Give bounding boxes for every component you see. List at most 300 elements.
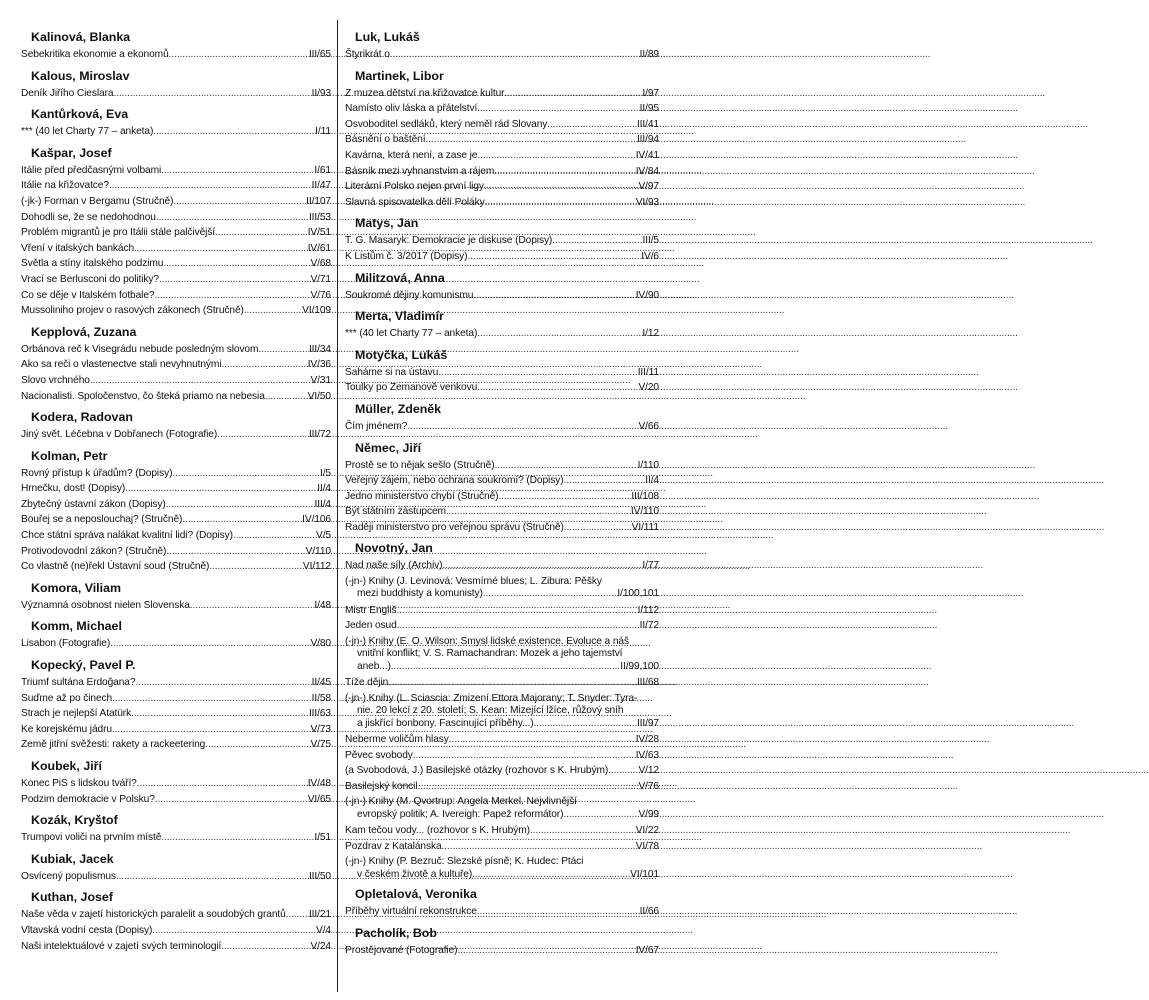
author-name: Kantůrková, Eva — [31, 107, 129, 122]
entry-title: Básník mezi vyhnanstvím a rájem — [345, 165, 495, 177]
leader-dots — [564, 473, 646, 489]
entry-title: *** (40 let Charty 77 – anketa) — [21, 126, 154, 138]
entry-reference: VI/78 — [635, 840, 659, 852]
leader-dots — [494, 458, 637, 474]
index-entry — [345, 179, 659, 195]
entry-reference: III/65 — [308, 49, 331, 60]
author-name: Kuthan, Josef — [31, 890, 113, 905]
entry-reference: VI/112 — [302, 561, 331, 573]
leader-dots — [504, 86, 642, 102]
leader-dots — [608, 763, 638, 779]
author-name: Matys, Jan — [355, 216, 419, 231]
author-name: Müller, Zdeněk — [355, 401, 442, 416]
author-name: Komora, Viliam — [31, 580, 121, 595]
leader-dots — [563, 809, 638, 821]
entry-title: Pozdrav z Katalánska — [345, 840, 442, 852]
index-entry — [345, 618, 659, 634]
leader-dots — [477, 904, 640, 920]
entry-reference: VI/50 — [307, 390, 331, 402]
leader-dots — [265, 389, 308, 405]
author-name: Martinek, Libor — [355, 68, 444, 83]
entry-title: Neberme voličům hlasy — [345, 734, 449, 746]
entry-title: Osvoboditel sedláků, který neměl rád Slovany — [345, 118, 548, 130]
index-entry — [21, 481, 331, 497]
entry-reference: V/110 — [305, 545, 331, 557]
index-entry — [21, 691, 331, 707]
leader-dots — [425, 132, 637, 148]
leader-dots — [166, 497, 315, 513]
leader-dots — [388, 675, 637, 691]
leader-dots — [221, 357, 307, 373]
entry-reference: I/97 — [642, 87, 659, 99]
entry-reference: VI/101 — [630, 868, 659, 880]
entry-title: (-jk-) Forman v Bergamu (Stručně) — [21, 195, 174, 207]
entry-title: *** (40 let Charty 77 – anketa) — [345, 328, 478, 340]
leader-dots — [391, 661, 620, 673]
entry-reference: V/75 — [310, 739, 331, 751]
index-entry — [21, 706, 331, 722]
entry-title: Významná osobnost nielen Slovenska — [21, 599, 190, 611]
entry-title: Chce státní správa nalákat kvalitní lidi? (Dopisy) — [21, 530, 233, 542]
entry-reference: I/61 — [314, 164, 331, 176]
leader-dots — [113, 86, 311, 102]
leader-dots — [413, 748, 636, 764]
entry-title: Basilejský koncil — [345, 780, 418, 792]
index-entry — [345, 288, 659, 304]
leader-dots — [209, 559, 303, 575]
index-entry — [345, 779, 659, 795]
leader-dots — [156, 210, 309, 226]
entry-reference: III/50 — [308, 870, 331, 882]
entry-last-line — [345, 809, 659, 821]
index-entry — [21, 303, 331, 319]
entry-reference: IV/51 — [307, 227, 331, 239]
entry-title-line: nie. 20 lekcí z 20. století; S. Kean: Mizející lžíce, růžový sníh — [357, 705, 624, 717]
entry-last-line — [345, 661, 659, 673]
author-name: Opletalová, Veronika — [355, 887, 477, 902]
index-entry — [345, 520, 659, 536]
leader-dots — [552, 233, 642, 249]
leader-dots — [182, 512, 302, 528]
entry-reference: I/100,101 — [617, 588, 659, 600]
index-entry — [345, 693, 659, 730]
leader-dots — [244, 303, 302, 319]
index-entry — [21, 163, 331, 179]
leader-dots — [161, 163, 314, 179]
entry-title: Tíže dějin — [345, 677, 389, 689]
index-entry — [21, 497, 331, 513]
leader-dots — [477, 326, 642, 342]
entry-reference: II/47 — [311, 180, 331, 192]
entry-reference: I/48 — [314, 599, 331, 611]
index-entry — [21, 559, 331, 575]
entry-title: Vrací se Berlusconi do politiky? — [21, 273, 159, 285]
leader-dots — [446, 504, 631, 520]
index-entry — [21, 288, 331, 304]
index-entry — [345, 365, 659, 381]
leader-dots — [155, 792, 308, 808]
index-entry — [21, 598, 331, 614]
entry-last-line — [345, 588, 659, 600]
entry-title: Co se děje v Italském fotbale? — [21, 289, 155, 301]
leader-dots — [483, 588, 618, 600]
entry-title: Saháme si na ústavu — [345, 366, 439, 378]
author-name: Novotný, Jan — [355, 541, 433, 556]
leader-dots — [134, 241, 308, 257]
entry-reference: III/108 — [631, 490, 659, 502]
entry-reference: V/12 — [638, 765, 659, 777]
leader-dots — [152, 923, 316, 939]
entry-reference: IV/90 — [635, 289, 659, 301]
leader-dots — [112, 691, 312, 707]
leader-dots — [472, 869, 630, 881]
entry-last-line — [345, 869, 659, 881]
index-entry — [21, 373, 331, 389]
author-name: Kodera, Radovan — [31, 410, 133, 425]
leader-dots — [112, 722, 310, 738]
entry-reference: V/73 — [310, 723, 331, 735]
leader-dots — [494, 164, 636, 180]
author-name: Kepplová, Zuzana — [31, 324, 137, 339]
index-entry — [21, 357, 331, 373]
entry-title: Orbánova reč k Visegrádu nebude posledným slovom — [21, 343, 259, 355]
entry-title: Suďme až po činech — [21, 692, 113, 704]
index-entry — [345, 132, 659, 148]
entry-reference: VI/111 — [631, 521, 659, 533]
entry-title: Lisabon (Fotografie) — [21, 638, 111, 650]
leader-dots — [154, 288, 310, 304]
entry-title: Prostějované (Fotografie) — [345, 944, 458, 956]
entry-reference: II/93 — [311, 87, 331, 99]
leader-dots — [477, 101, 639, 117]
entry-reference: IV/84 — [635, 165, 659, 177]
entry-title: Namísto oliv láska a přátelství — [345, 103, 478, 115]
entry-title-line: (-jn-) Knihy (L. Sciascia: Zmizení Ettora Majorany; T. Snyder: Tyra- — [345, 692, 638, 704]
leader-dots — [173, 194, 306, 210]
entry-title: Itálie na křižovatce? — [21, 180, 109, 192]
index-entry — [345, 419, 659, 435]
leader-dots — [166, 544, 305, 560]
leader-dots — [205, 737, 310, 753]
index-entry — [21, 512, 331, 528]
index-entry — [345, 839, 659, 855]
index-entry — [21, 792, 331, 808]
left-column — [21, 30, 331, 954]
entry-title: Jeden osud — [345, 620, 397, 632]
entry-reference: IV/106 — [302, 514, 331, 526]
index-entry — [345, 763, 659, 779]
entry-title: Sebekritika ekonomie a ekonomů — [21, 49, 169, 60]
entry-reference: V/76 — [638, 780, 659, 792]
entry-reference: IV/48 — [307, 778, 331, 789]
entry-reference: V/5 — [316, 530, 331, 542]
index-entry — [345, 856, 659, 881]
index-entry — [21, 722, 331, 738]
leader-dots — [161, 830, 314, 846]
author-name: Merta, Vladimír — [355, 309, 444, 324]
entry-reference: III/97 — [636, 717, 659, 729]
index-entry — [21, 636, 331, 652]
leader-dots — [172, 466, 320, 482]
index-entry — [345, 195, 659, 211]
entry-title-line: (-jn-) Knihy (M. Qvortrup: Angela Merkel. Nejvlivnější — [345, 796, 577, 808]
entry-reference: VI/22 — [635, 825, 659, 837]
index-entry — [21, 124, 331, 140]
index-entry — [345, 504, 659, 520]
entry-reference: V/66 — [638, 420, 659, 432]
index-entry — [345, 636, 659, 673]
entry-title: Dohodli se, že se nedohodnou — [21, 211, 156, 223]
index-entry — [21, 342, 331, 358]
entry-title-line: evropský politik; A. Ivereigh: Papež reformátor) — [357, 808, 564, 820]
entry-reference: III/5 — [642, 235, 659, 247]
entry-title: Vření v italských bankách — [21, 242, 135, 254]
entry-title: Být státním zástupcem — [345, 506, 446, 518]
entry-title: Kam tečou vody... (rozhovor s K. Hrubým) — [345, 825, 530, 837]
entry-title: Naše věda v zajetí historických paralelit a soudobých grantů — [21, 909, 286, 921]
entry-reference: IV/36 — [307, 359, 331, 371]
entry-title: Mussoliniho projev o rasových zákonech (Stručně) — [21, 305, 244, 317]
index-entry — [21, 241, 331, 257]
leader-dots — [163, 256, 310, 272]
leader-dots — [159, 272, 310, 288]
entry-reference: II/45 — [311, 677, 331, 689]
leader-dots — [477, 148, 635, 164]
entry-title: Soukromé dějiny komunismu — [345, 289, 474, 301]
entry-title-line: mezi buddhisty a komunisty) — [357, 588, 483, 600]
entry-title: Veřejný zájem, nebo ochrana soukromí? (Dopisy) — [345, 475, 564, 487]
entry-title: Štyrikrát o — [345, 49, 390, 60]
index-entry — [345, 380, 659, 396]
index-entry — [345, 489, 659, 505]
entry-reference: V/76 — [310, 289, 331, 301]
entry-title: Rovný přístup k úřadům? (Dopisy) — [21, 467, 173, 479]
index-entry — [345, 943, 659, 959]
entry-title: Itálie před předčasnými volbami — [21, 164, 162, 176]
entry-title: Protivodovodní zákon? (Stručně) — [21, 545, 167, 557]
leader-dots — [457, 943, 635, 959]
leader-dots — [564, 520, 632, 536]
author-name: Koubek, Jiří — [31, 759, 102, 773]
entry-title: (a Svobodová, J.) Basilejské otázky (rozhovor s K. Hrubým) — [345, 765, 609, 777]
entry-reference: III/34 — [308, 343, 331, 355]
entry-title: Mistr Engliš — [345, 604, 397, 616]
leader-dots — [397, 618, 640, 634]
entry-title: Jiný svět. Léčebna v Dobřanech (Fotografie) — [21, 429, 218, 441]
leader-dots — [390, 47, 640, 63]
leader-dots — [110, 636, 310, 652]
entry-reference: III/63 — [308, 708, 331, 720]
index-entry — [21, 47, 331, 63]
index-entry — [345, 249, 659, 265]
index-entry — [21, 830, 331, 846]
leader-dots — [438, 365, 637, 381]
index-entry — [21, 907, 331, 923]
index-entry — [345, 796, 659, 821]
entry-title: Toulky po Zemanově venkovu — [345, 382, 478, 394]
entry-title-line: (-jn-) Knihy (P. Bezruč: Slezské písně; K. Hudec: Ptáci — [345, 856, 584, 868]
index-entry — [21, 427, 331, 443]
entry-reference: V/80 — [310, 638, 331, 650]
entry-title: Čím jménem? — [345, 420, 408, 432]
entry-title: Z muzea dětství na křižovatce kultur — [345, 87, 505, 99]
entry-reference: II/95 — [639, 103, 659, 115]
entry-title: Naši intelektuálové v zajetí svých terminologií — [21, 940, 222, 952]
entry-reference: II/99,100 — [620, 660, 659, 672]
entry-title: Vltavská vodní cesta (Dopisy) — [21, 924, 153, 936]
entry-title-line: v českém životě a kultuře) — [357, 868, 473, 880]
index-entry — [345, 748, 659, 764]
entry-title: Podzim demokracie v Polsku? — [21, 793, 155, 805]
entry-reference: I/112 — [637, 604, 659, 616]
entry-title: Nacionalisti. Spoločenstvo, čo šteká priamo na nebesia — [21, 390, 265, 402]
index-entry — [345, 558, 659, 574]
entry-reference: IV/28 — [635, 734, 659, 746]
entry-title-line: a jiskřící bonbony. Fascinující příběhy...) — [357, 717, 534, 729]
index-entry — [21, 466, 331, 482]
index-entry — [21, 737, 331, 753]
leader-dots — [407, 419, 638, 435]
entry-reference: II/4 — [645, 475, 659, 487]
entry-title: Slavná spisovatelka dělí Poláky — [345, 196, 485, 208]
entry-reference: III/11 — [637, 366, 659, 378]
leader-dots — [417, 779, 638, 795]
entry-title: Literární Polsko nejen první ligy — [345, 181, 484, 193]
entry-reference: V/20 — [638, 382, 659, 394]
leader-dots — [131, 706, 309, 722]
leader-dots — [473, 288, 635, 304]
entry-title-line: (-jn-) Knihy (J. Levinová: Vesmírné blues; L. Zibura: Pěšky — [345, 576, 602, 588]
leader-dots — [217, 427, 309, 443]
leader-dots — [233, 528, 316, 544]
author-name: Kopecký, Pavel P. — [31, 658, 136, 673]
entry-reference: I/51 — [314, 832, 331, 844]
index-entry — [21, 256, 331, 272]
author-name: Luk, Lukáš — [355, 30, 420, 44]
leader-dots — [477, 380, 638, 396]
entry-reference: III/21 — [308, 909, 331, 921]
entry-reference: V/68 — [310, 258, 331, 270]
entry-title: T. G. Masaryk: Demokracie je diskuse (Dopisy) — [345, 235, 553, 247]
leader-dots — [286, 907, 309, 923]
entry-reference: I/110 — [637, 459, 659, 471]
entry-reference: III/68 — [636, 677, 659, 689]
entry-title: Konec PiS s lidskou tváří? — [21, 778, 137, 789]
index-entry — [21, 923, 331, 939]
leader-dots — [125, 481, 317, 497]
index-entry — [345, 473, 659, 489]
entry-reference: IV/63 — [635, 749, 659, 761]
entry-title-line: aneb...) — [357, 660, 391, 672]
leader-dots — [442, 558, 642, 574]
entry-title: Hrnečku, dost! (Dopisy) — [21, 483, 126, 495]
right-column — [345, 30, 659, 958]
index-entry — [345, 576, 659, 601]
index-entry — [345, 823, 659, 839]
entry-reference: II/66 — [639, 906, 659, 918]
leader-dots — [530, 823, 636, 839]
index-entry — [345, 101, 659, 117]
leader-dots — [467, 249, 641, 265]
index-entry — [345, 326, 659, 342]
entry-title: Zbytečný ústavní zákon (Dopisy) — [21, 498, 166, 510]
entry-title: Světla a stíny italského podzimu — [21, 258, 164, 270]
entry-reference: V/71 — [310, 273, 331, 285]
author-name: Kubiak, Jacek — [31, 851, 114, 866]
entry-title-line: (-jn-) Knihy (E. O. Wilson: Smysl lidské existence. Evoluce a náš — [345, 636, 629, 648]
index-entry — [21, 939, 331, 955]
entry-title: Básnění o baštění — [345, 134, 426, 146]
leader-dots — [90, 373, 311, 389]
leader-dots — [135, 675, 311, 691]
index-entry — [21, 86, 331, 102]
entry-title: Bouřej se a neposlouchaj? (Stručně) — [21, 514, 183, 526]
entry-reference: II/4 — [317, 483, 331, 495]
entry-reference: II/72 — [639, 620, 659, 632]
entry-reference: I/12 — [642, 328, 659, 340]
index-entry — [345, 603, 659, 619]
entry-reference: IV/67 — [635, 944, 659, 956]
entry-reference: II/107 — [306, 195, 331, 207]
index-entry — [345, 732, 659, 748]
leader-dots — [547, 117, 637, 133]
author-name: Kolman, Petr — [31, 448, 108, 463]
entry-reference: II/89 — [639, 49, 659, 60]
leader-dots — [534, 718, 637, 730]
index-entry — [345, 233, 659, 249]
index-entry — [21, 528, 331, 544]
author-name: Kalous, Miroslav — [31, 68, 130, 83]
entry-reference: V/99 — [638, 808, 659, 820]
entry-reference: III/94 — [636, 134, 659, 146]
entry-title: Trumpovi voliči na prvním místě — [21, 832, 162, 844]
entry-title: Kavárna, která není, a zase je — [345, 149, 478, 161]
entry-title: K Listům č. 3/2017 (Dopisy) — [345, 250, 468, 262]
author-name: Němec, Jiří — [355, 440, 422, 455]
column-divider — [337, 20, 338, 992]
leader-dots — [109, 178, 312, 194]
entry-title: Triumf sultána Erdoğana? — [21, 677, 136, 689]
author-name: Komm, Michael — [31, 619, 122, 634]
index-entry — [21, 389, 331, 405]
entry-title-line: vnitřní konflikt; V. S. Ramachandran: Mozek a jeho tajemství — [357, 648, 623, 660]
index-entry — [345, 148, 659, 164]
leader-dots — [484, 179, 639, 195]
entry-reference: I/11 — [315, 126, 331, 138]
index-entry — [21, 225, 331, 241]
entry-reference: II/58 — [311, 692, 331, 704]
entry-title: Příběhy virtuální rekonstrukce — [345, 906, 477, 918]
leader-dots — [258, 342, 309, 358]
leader-dots — [442, 839, 636, 855]
author-name: Motyčka, Lukáš — [355, 347, 448, 362]
entry-reference: III/53 — [308, 211, 331, 223]
entry-reference: VI/109 — [302, 305, 331, 317]
index-entry — [21, 776, 331, 792]
entry-reference: IV/41 — [635, 149, 659, 161]
entry-title: Raději ministerstvo pro veřejnou správu (Stručně) — [345, 521, 564, 533]
leader-dots — [153, 124, 315, 140]
entry-title: Deník Jiřího Cieslara — [21, 87, 114, 99]
entry-title: Ke korejskému jádru — [21, 723, 112, 735]
leader-dots — [215, 225, 308, 241]
index-entry — [345, 47, 659, 63]
index-entry — [21, 210, 331, 226]
leader-dots — [498, 489, 631, 505]
index-entry — [21, 272, 331, 288]
author-name: Kašpar, Josef — [31, 145, 112, 160]
entry-title: Pěvec svobody — [345, 749, 413, 761]
